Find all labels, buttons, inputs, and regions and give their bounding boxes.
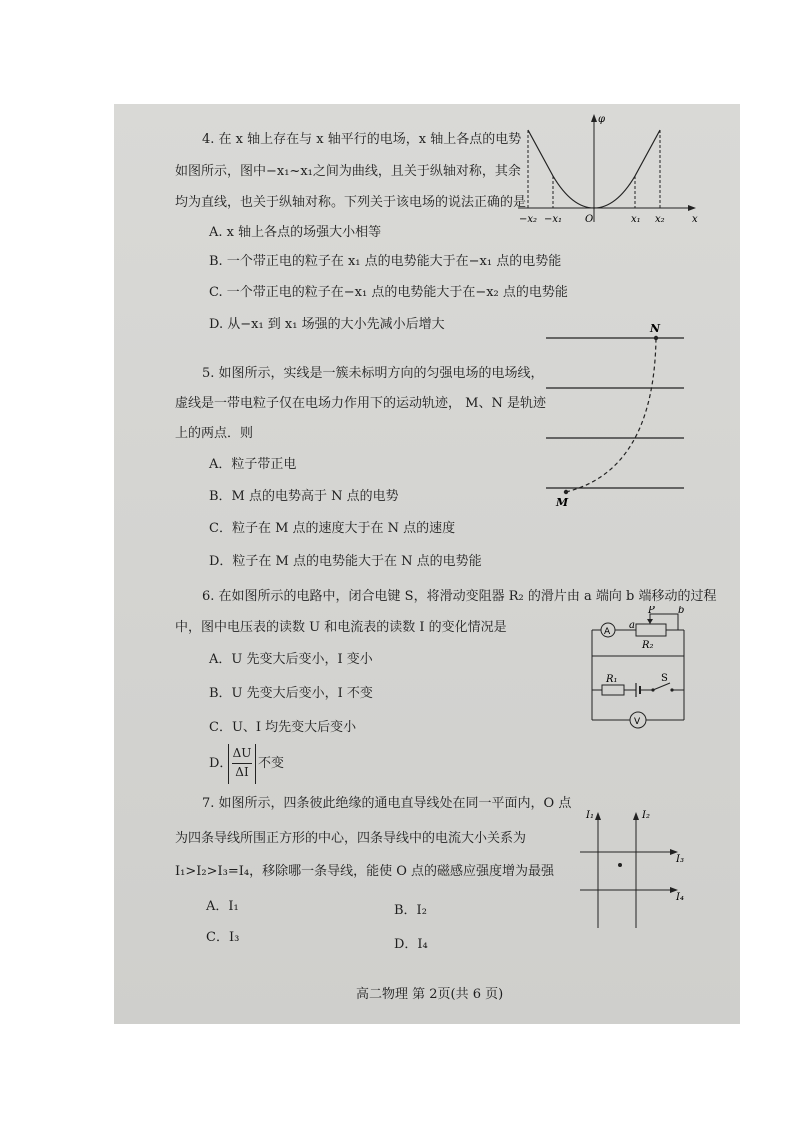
q5-option-b: B．M 点的电势高于 N 点的电势 [209,489,399,504]
q6-stem-line-2: 中，图中电压表的读数 U 和电流表的读数 I 的变化情况是 [175,620,507,635]
delta-u-over-delta-i [228,744,256,784]
q6-option-b: B．U 先变大后变小，I 不变 [209,686,373,701]
q5-option-c: C．粒子在 M 点的速度大于在 N 点的速度 [209,521,456,536]
tick-x2: x₂ [655,214,665,225]
tick-neg-x1: −x₁ [544,214,563,225]
exam-page [114,104,740,1024]
q7-option-a: A．I₁ [206,899,239,914]
q7-stem-line-1: 7. 如图所示，四条彼此绝缘的通电直导线处在同一平面内，O 点 [202,796,572,811]
q4-option-d: D. 从−x₁ 到 x₁ 场强的大小先减小后增大 [209,317,445,332]
point-n-label: N [650,322,661,335]
r2-label: R₂ [642,640,654,651]
q6-option-d-suffix: 不变 [258,756,285,771]
q5-stem-line-2: 虚线是一带电粒子仅在电场力作用下的运动轨迹， M、N 是轨迹 [175,396,546,411]
field-lines-figure [544,320,689,510]
q6-stem-line-1: 6. 在如图所示的电路中，闭合电键 S，将滑动变阻器 R₂ 的滑片由 a 端向 b 端移动的过程 [202,589,717,604]
i2-label: I₂ [642,810,650,821]
circuit-figure [584,606,694,732]
q7-option-c: C．I₃ [206,930,240,945]
q4-option-c: C. 一个带正电的粒子在−x₁ 点的电势能大于在−x₂ 点的电势能 [209,285,568,300]
tick-x1: x₁ [631,214,641,225]
q5-option-a: A．粒子带正电 [209,457,297,472]
terminal-a-label: a [629,620,635,631]
origin-label: O [585,214,594,225]
point-m-label: M [556,496,569,509]
q7-option-b: B．I₂ [394,903,427,918]
q7-stem-line-2: 为四条导线所围正方形的中心，四条导线中的电流大小关系为 [175,831,527,846]
i1-label: I₁ [586,810,594,821]
potential-graph-figure [514,110,704,228]
q4-stem-line-3: 均为直线，也关于纵轴对称。下列关于该电场的说法正确的是 [175,195,527,210]
page-footer: 高二物理 第 2页(共 6 页) [356,987,504,1002]
terminal-b-label: b [678,606,685,616]
q5-stem-line-3: 上的两点．则 [175,426,254,441]
q7-option-d: D．I₄ [394,937,428,952]
x-axis-label: x [692,214,698,225]
ammeter-label: A [604,627,611,637]
slider-p-label: P [648,606,655,616]
q7-stem-line-3: I₁>I₂>I₃=I₄，移除哪一条导线，能使 O 点的磁感应强度增为最强 [175,864,554,879]
q6-option-a: A．U 先变大后变小，I 变小 [209,652,373,667]
q4-stem-line-1: 4. 在 x 轴上存在与 x 轴平行的电场，x 轴上各点的电势 [202,132,522,147]
tick-neg-x2: −x₂ [519,214,538,225]
i4-label: I₄ [676,892,684,903]
fraction-denominator: ΔI [235,765,249,779]
wires-figure [576,804,694,934]
q6-option-d-prefix: D． [209,756,233,771]
q4-stem-line-2: 如图所示，图中−x₁~x₁之间为曲线，且关于纵轴对称，其余 [175,164,521,179]
i3-label: I₃ [676,854,684,865]
q4-option-a: A. x 轴上各点的场强大小相等 [209,225,382,240]
q5-option-d: D．粒子在 M 点的电势能大于在 N 点的电势能 [209,554,482,569]
voltmeter-label: V [634,717,641,727]
switch-label: S [661,673,668,684]
y-axis-label: φ [598,114,606,125]
q4-option-b: B. 一个带正电的粒子在 x₁ 点的电势能大于在−x₁ 点的电势能 [209,254,562,269]
fraction-numerator: ΔU [232,746,252,760]
r1-label: R₁ [606,674,618,685]
q5-stem-line-1: 5. 如图所示，实线是一簇未标明方向的匀强电场的电场线， [202,366,544,381]
q6-option-c: C．U、I 均先变大后变小 [209,720,357,735]
fraction-bar [232,763,252,764]
